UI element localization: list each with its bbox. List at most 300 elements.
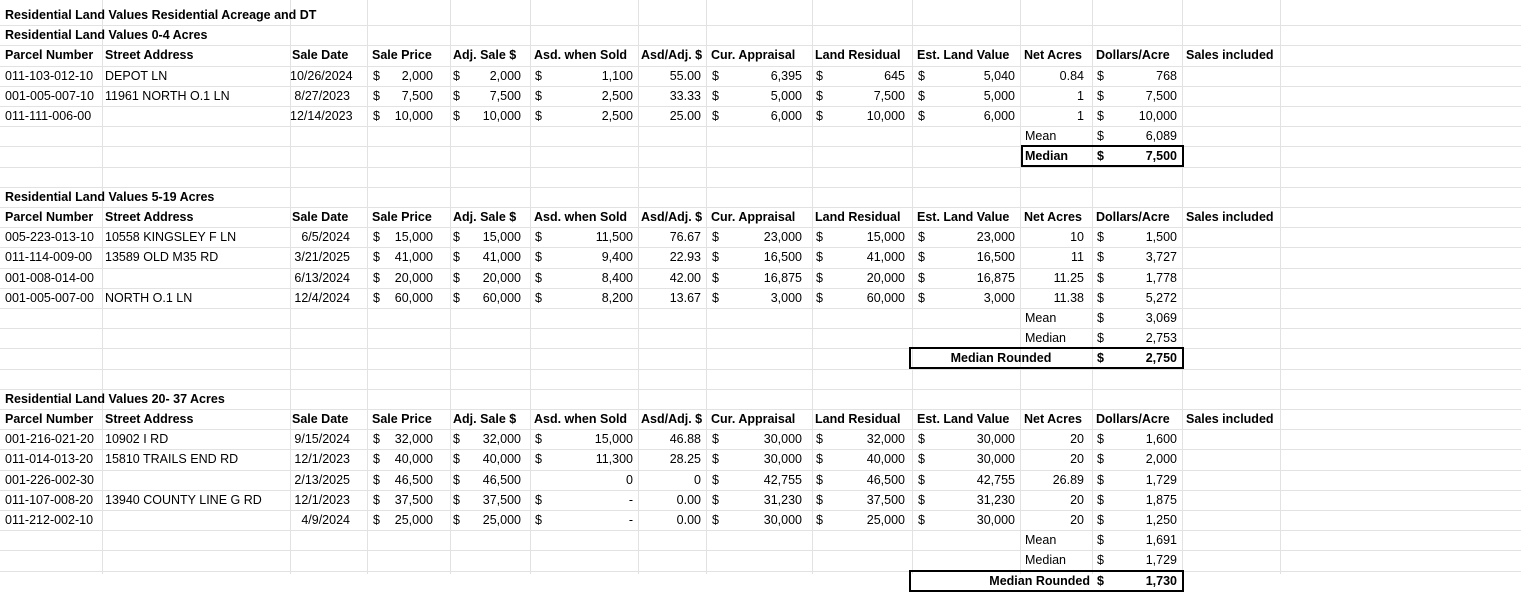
- median-label[interactable]: Median: [1025, 553, 1066, 567]
- est-land-value-currency[interactable]: $: [918, 452, 925, 466]
- net-acres[interactable]: 20: [1070, 513, 1084, 527]
- land-residual-currency[interactable]: $: [816, 109, 823, 123]
- land-residual-currency[interactable]: $: [816, 250, 823, 264]
- dollars-per-acre-currency[interactable]: $: [1097, 230, 1104, 244]
- sale-price-currency[interactable]: $: [373, 250, 380, 264]
- land-residual-currency[interactable]: $: [816, 493, 823, 507]
- dollars-per-acre[interactable]: 3,727: [1145, 250, 1177, 264]
- sale-date[interactable]: 8/27/2023: [294, 89, 350, 103]
- assessed-when-sold-currency[interactable]: $: [535, 109, 542, 123]
- dollars-per-acre[interactable]: 1,729: [1145, 473, 1177, 487]
- parcel-number[interactable]: 001-216-021-20: [5, 432, 94, 446]
- column-header[interactable]: Asd. when Sold: [534, 48, 628, 62]
- column-header[interactable]: Sale Date: [292, 412, 349, 426]
- est-land-value-currency[interactable]: $: [918, 271, 925, 285]
- column-header[interactable]: Asd/Adj. $: [641, 210, 703, 224]
- adj-sale[interactable]: 15,000: [482, 230, 521, 244]
- est-land-value[interactable]: 30,000: [976, 452, 1015, 466]
- assessed-when-sold-currency[interactable]: $: [535, 452, 542, 466]
- asd-adj-ratio[interactable]: 0: [694, 473, 701, 487]
- sale-price[interactable]: 7,500: [401, 89, 433, 103]
- dollars-per-acre[interactable]: 1,600: [1145, 432, 1177, 446]
- column-header[interactable]: Adj. Sale $: [453, 48, 517, 62]
- assessed-when-sold-currency[interactable]: $: [535, 493, 542, 507]
- assessed-when-sold-currency[interactable]: $: [535, 250, 542, 264]
- street-address[interactable]: 15810 TRAILS END RD: [105, 452, 239, 466]
- net-acres[interactable]: 11.25: [1053, 271, 1084, 285]
- sale-date[interactable]: 6/5/2024: [301, 230, 350, 244]
- parcel-number[interactable]: 011-212-002-10: [5, 513, 94, 527]
- current-appraisal-currency[interactable]: $: [712, 271, 719, 285]
- dollars-per-acre[interactable]: 1,778: [1145, 271, 1177, 285]
- dollars-per-acre-currency[interactable]: $: [1097, 452, 1104, 466]
- current-appraisal-currency[interactable]: $: [712, 452, 719, 466]
- est-land-value[interactable]: 5,040: [983, 69, 1015, 83]
- dollars-per-acre[interactable]: 7,500: [1145, 89, 1177, 103]
- dollars-per-acre-currency[interactable]: $: [1097, 493, 1104, 507]
- current-appraisal-currency[interactable]: $: [712, 250, 719, 264]
- sale-price-currency[interactable]: $: [373, 89, 380, 103]
- net-acres[interactable]: 11.38: [1053, 291, 1084, 305]
- assessed-when-sold[interactable]: 2,500: [601, 89, 633, 103]
- sale-price[interactable]: 20,000: [394, 271, 433, 285]
- asd-adj-ratio[interactable]: 46.88: [669, 432, 701, 446]
- dollars-per-acre-currency[interactable]: $: [1097, 89, 1104, 103]
- current-appraisal-currency[interactable]: $: [712, 513, 719, 527]
- column-header[interactable]: Est. Land Value: [917, 48, 1010, 62]
- column-header[interactable]: Net Acres: [1024, 412, 1082, 426]
- adj-sale-currency[interactable]: $: [453, 452, 460, 466]
- row-gridline: [0, 369, 1521, 370]
- current-appraisal-currency[interactable]: $: [712, 473, 719, 487]
- dollars-per-acre-currency[interactable]: $: [1097, 432, 1104, 446]
- land-residual-currency[interactable]: $: [816, 230, 823, 244]
- adj-sale-currency[interactable]: $: [453, 291, 460, 305]
- land-residual-currency[interactable]: $: [816, 291, 823, 305]
- median-rounded-value[interactable]: 2,750: [1145, 351, 1177, 365]
- row-gridline: [0, 348, 1521, 349]
- sale-price[interactable]: 2,000: [401, 69, 433, 83]
- sale-price[interactable]: 37,500: [394, 493, 433, 507]
- current-appraisal[interactable]: 6,000: [770, 109, 802, 123]
- column-header[interactable]: Parcel Number: [5, 210, 94, 224]
- dollars-per-acre[interactable]: 1,250: [1145, 513, 1177, 527]
- current-appraisal-currency[interactable]: $: [712, 230, 719, 244]
- sale-price-currency[interactable]: $: [373, 493, 380, 507]
- column-header[interactable]: Sale Price: [372, 48, 432, 62]
- column-header[interactable]: Cur. Appraisal: [711, 412, 796, 426]
- parcel-number[interactable]: 001-226-002-30: [5, 473, 94, 487]
- asd-adj-ratio[interactable]: 28.25: [669, 452, 701, 466]
- current-appraisal[interactable]: 30,000: [763, 452, 802, 466]
- land-residual[interactable]: 25,000: [866, 513, 905, 527]
- column-header[interactable]: Land Residual: [815, 412, 901, 426]
- current-appraisal-currency[interactable]: $: [712, 69, 719, 83]
- net-acres[interactable]: 20: [1070, 493, 1084, 507]
- sale-price[interactable]: 10,000: [394, 109, 433, 123]
- adj-sale[interactable]: 10,000: [482, 109, 521, 123]
- land-residual[interactable]: 15,000: [866, 230, 905, 244]
- land-residual-currency[interactable]: $: [816, 432, 823, 446]
- assessed-when-sold-currency[interactable]: $: [535, 89, 542, 103]
- asd-adj-ratio[interactable]: 25.00: [669, 109, 701, 123]
- street-address[interactable]: [105, 470, 290, 490]
- section-title[interactable]: Residential Land Values 0-4 Acres: [5, 28, 208, 42]
- column-header[interactable]: Parcel Number: [5, 48, 94, 62]
- est-land-value-currency[interactable]: $: [918, 230, 925, 244]
- median-rounded-currency[interactable]: $: [1097, 351, 1104, 365]
- column-header[interactable]: Street Address: [105, 210, 194, 224]
- sale-date[interactable]: 9/15/2024: [294, 432, 350, 446]
- column-header[interactable]: Adj. Sale $: [453, 412, 517, 426]
- asd-adj-ratio[interactable]: 0.00: [676, 493, 701, 507]
- column-header[interactable]: Asd. when Sold: [534, 210, 628, 224]
- median-rounded-box: [909, 570, 1184, 592]
- section-title[interactable]: Residential Land Values 5-19 Acres: [5, 190, 215, 204]
- est-land-value[interactable]: 30,000: [976, 513, 1015, 527]
- land-residual[interactable]: 41,000: [866, 250, 905, 264]
- assessed-when-sold-currency[interactable]: $: [535, 69, 542, 83]
- mean-currency[interactable]: $: [1097, 129, 1104, 143]
- net-acres[interactable]: 1: [1077, 109, 1084, 123]
- column-header[interactable]: Sales included: [1186, 210, 1274, 224]
- sale-price-currency[interactable]: $: [373, 109, 380, 123]
- est-land-value-currency[interactable]: $: [918, 89, 925, 103]
- current-appraisal[interactable]: 42,755: [763, 473, 802, 487]
- assessed-when-sold[interactable]: 8,400: [601, 271, 633, 285]
- sale-price[interactable]: 32,000: [394, 432, 433, 446]
- est-land-value-currency[interactable]: $: [918, 513, 925, 527]
- column-header[interactable]: Cur. Appraisal: [711, 48, 796, 62]
- street-address[interactable]: 13589 OLD M35 RD: [105, 250, 219, 264]
- dollars-per-acre[interactable]: 1,875: [1145, 493, 1177, 507]
- street-address[interactable]: [105, 510, 290, 530]
- column-header[interactable]: Asd/Adj. $: [641, 412, 703, 426]
- dollars-per-acre-currency[interactable]: $: [1097, 513, 1104, 527]
- assessed-when-sold[interactable]: 9,400: [601, 250, 633, 264]
- street-address[interactable]: 10558 KINGSLEY F LN: [105, 230, 237, 244]
- asd-adj-ratio[interactable]: 0.00: [676, 513, 701, 527]
- adj-sale-currency[interactable]: $: [453, 513, 460, 527]
- column-header[interactable]: Asd. when Sold: [534, 412, 628, 426]
- column-header[interactable]: Sale Date: [292, 48, 349, 62]
- column-header[interactable]: Adj. Sale $: [453, 210, 517, 224]
- net-acres[interactable]: 26.89: [1052, 473, 1084, 487]
- parcel-number[interactable]: 005-223-013-10: [5, 230, 94, 244]
- current-appraisal-currency[interactable]: $: [712, 291, 719, 305]
- street-address[interactable]: [105, 268, 290, 288]
- section-title[interactable]: Residential Land Values 20- 37 Acres: [5, 392, 225, 406]
- net-acres[interactable]: 20: [1070, 432, 1084, 446]
- current-appraisal-currency[interactable]: $: [712, 89, 719, 103]
- current-appraisal[interactable]: 30,000: [763, 513, 802, 527]
- row-gridline: [0, 167, 1521, 168]
- assessed-when-sold-currency[interactable]: $: [535, 513, 542, 527]
- land-residual[interactable]: 20,000: [866, 271, 905, 285]
- median-rounded-label[interactable]: Median Rounded: [989, 574, 1090, 588]
- adj-sale[interactable]: 25,000: [482, 513, 521, 527]
- parcel-number[interactable]: 001-005-007-00: [5, 291, 94, 305]
- dollars-per-acre[interactable]: 1,500: [1145, 230, 1177, 244]
- adj-sale-currency[interactable]: $: [453, 493, 460, 507]
- asd-adj-ratio[interactable]: 42.00: [669, 271, 701, 285]
- median-rounded-value[interactable]: 1,730: [1145, 574, 1177, 588]
- current-appraisal[interactable]: 30,000: [763, 432, 802, 446]
- est-land-value[interactable]: 31,230: [976, 493, 1015, 507]
- current-appraisal[interactable]: 3,000: [770, 291, 802, 305]
- sale-price-currency[interactable]: $: [373, 230, 380, 244]
- column-header[interactable]: Asd/Adj. $: [641, 48, 703, 62]
- assessed-when-sold[interactable]: 11,500: [595, 230, 633, 244]
- adj-sale[interactable]: 40,000: [482, 452, 521, 466]
- column-header[interactable]: Sale Price: [372, 412, 432, 426]
- median-label[interactable]: Median: [1025, 149, 1069, 163]
- dollars-per-acre[interactable]: 10,000: [1138, 109, 1177, 123]
- column-header[interactable]: Street Address: [105, 48, 194, 62]
- column-header[interactable]: Land Residual: [815, 48, 901, 62]
- land-residual-currency[interactable]: $: [816, 452, 823, 466]
- net-acres[interactable]: 11: [1071, 250, 1084, 264]
- asd-adj-ratio[interactable]: 13.67: [669, 291, 701, 305]
- asd-adj-ratio[interactable]: 33.33: [669, 89, 701, 103]
- row-gridline: [0, 328, 1521, 329]
- sale-date[interactable]: 2/13/2025: [294, 473, 350, 487]
- est-land-value[interactable]: 3,000: [983, 291, 1015, 305]
- current-appraisal-currency[interactable]: $: [712, 493, 719, 507]
- adj-sale[interactable]: 2,000: [489, 69, 521, 83]
- column-header[interactable]: Cur. Appraisal: [711, 210, 796, 224]
- current-appraisal[interactable]: 23,000: [763, 230, 802, 244]
- adj-sale-currency[interactable]: $: [453, 230, 460, 244]
- adj-sale-currency[interactable]: $: [453, 250, 460, 264]
- est-land-value-currency[interactable]: $: [918, 250, 925, 264]
- column-header[interactable]: Net Acres: [1024, 48, 1082, 62]
- street-address[interactable]: NORTH O.1 LN: [105, 291, 193, 305]
- est-land-value[interactable]: 16,500: [976, 250, 1015, 264]
- est-land-value-currency[interactable]: $: [918, 109, 925, 123]
- column-header[interactable]: Dollars/Acre: [1096, 412, 1170, 426]
- column-header[interactable]: Est. Land Value: [917, 412, 1010, 426]
- assessed-when-sold-currency[interactable]: [535, 470, 549, 490]
- net-acres[interactable]: 10: [1070, 230, 1084, 244]
- column-header[interactable]: Est. Land Value: [917, 210, 1010, 224]
- median-value[interactable]: 1,729: [1145, 553, 1177, 567]
- adj-sale[interactable]: 60,000: [482, 291, 521, 305]
- column-header[interactable]: Dollars/Acre: [1096, 48, 1170, 62]
- sale-date[interactable]: 12/14/2023: [290, 109, 353, 123]
- land-residual-currency[interactable]: $: [816, 271, 823, 285]
- parcel-number[interactable]: 011-111-006-00: [5, 109, 92, 123]
- street-address[interactable]: 11961 NORTH O.1 LN: [105, 89, 230, 103]
- assessed-when-sold-currency[interactable]: $: [535, 432, 542, 446]
- sale-date[interactable]: 10/26/2024: [290, 69, 353, 83]
- land-residual[interactable]: 645: [884, 69, 905, 83]
- land-residual[interactable]: 7,500: [873, 89, 905, 103]
- current-appraisal[interactable]: 6,395: [770, 69, 802, 83]
- street-address[interactable]: DEPOT LN: [105, 69, 168, 83]
- adj-sale[interactable]: 37,500: [482, 493, 521, 507]
- assessed-when-sold[interactable]: 1,100: [601, 69, 633, 83]
- est-land-value[interactable]: 16,875: [976, 271, 1015, 285]
- current-appraisal-currency[interactable]: $: [712, 109, 719, 123]
- adj-sale-currency[interactable]: $: [453, 89, 460, 103]
- est-land-value[interactable]: 42,755: [976, 473, 1015, 487]
- land-residual[interactable]: 10,000: [866, 109, 905, 123]
- parcel-number[interactable]: 011-114-009-00: [5, 250, 93, 264]
- sale-price-currency[interactable]: $: [373, 291, 380, 305]
- median-rounded-label[interactable]: Median Rounded: [950, 351, 1052, 365]
- land-residual-currency[interactable]: $: [816, 69, 823, 83]
- assessed-when-sold[interactable]: 0: [626, 473, 633, 487]
- est-land-value-currency[interactable]: $: [918, 291, 925, 305]
- sale-price[interactable]: 15,000: [394, 230, 433, 244]
- column-header[interactable]: Street Address: [105, 412, 194, 426]
- sale-price[interactable]: 41,000: [394, 250, 433, 264]
- parcel-number[interactable]: 011-107-008-20: [5, 493, 94, 507]
- land-residual-currency[interactable]: $: [816, 89, 823, 103]
- column-header[interactable]: Sales included: [1186, 48, 1274, 62]
- current-appraisal[interactable]: 16,500: [763, 250, 802, 264]
- median-rounded-currency[interactable]: $: [1097, 574, 1104, 588]
- est-land-value[interactable]: 23,000: [976, 230, 1015, 244]
- sale-date[interactable]: 6/13/2024: [294, 271, 350, 285]
- dollars-per-acre-currency[interactable]: $: [1097, 109, 1104, 123]
- sale-price-currency[interactable]: $: [373, 271, 380, 285]
- mean-label[interactable]: Mean: [1025, 533, 1057, 547]
- sale-price-currency[interactable]: $: [373, 432, 380, 446]
- street-address[interactable]: [105, 106, 290, 126]
- median-value[interactable]: 7,500: [1145, 149, 1177, 163]
- adj-sale[interactable]: 46,500: [482, 473, 521, 487]
- sale-date[interactable]: 4/9/2024: [301, 513, 350, 527]
- mean-value[interactable]: 3,069: [1145, 311, 1177, 325]
- assessed-when-sold-currency[interactable]: $: [535, 271, 542, 285]
- column-header[interactable]: Dollars/Acre: [1096, 210, 1170, 224]
- mean-currency[interactable]: $: [1097, 533, 1104, 547]
- assessed-when-sold[interactable]: 15,000: [594, 432, 633, 446]
- current-appraisal[interactable]: 16,875: [763, 271, 802, 285]
- est-land-value-currency[interactable]: $: [918, 432, 925, 446]
- median-value[interactable]: 2,753: [1145, 331, 1177, 345]
- land-residual[interactable]: 40,000: [866, 452, 905, 466]
- current-appraisal-currency[interactable]: $: [712, 432, 719, 446]
- column-header[interactable]: Land Residual: [815, 210, 901, 224]
- assessed-when-sold[interactable]: -: [628, 513, 633, 527]
- mean-value[interactable]: 6,089: [1145, 129, 1177, 143]
- land-residual[interactable]: 46,500: [866, 473, 905, 487]
- dollars-per-acre[interactable]: 5,272: [1145, 291, 1177, 305]
- column-header[interactable]: Parcel Number: [5, 412, 94, 426]
- sale-price[interactable]: 25,000: [394, 513, 433, 527]
- adj-sale-currency[interactable]: $: [453, 109, 460, 123]
- sale-date[interactable]: 12/1/2023: [294, 452, 350, 466]
- land-residual[interactable]: 32,000: [866, 432, 905, 446]
- assessed-when-sold[interactable]: 2,500: [601, 109, 633, 123]
- column-header[interactable]: Sale Price: [372, 210, 432, 224]
- street-address[interactable]: 10902 I RD: [105, 432, 169, 446]
- assessed-when-sold[interactable]: -: [628, 493, 633, 507]
- mean-value[interactable]: 1,691: [1145, 533, 1177, 547]
- street-address[interactable]: 13940 COUNTY LINE G RD: [105, 493, 262, 507]
- dollars-per-acre-currency[interactable]: $: [1097, 291, 1104, 305]
- current-appraisal[interactable]: 31,230: [763, 493, 802, 507]
- mean-currency[interactable]: $: [1097, 311, 1104, 325]
- sheet-title[interactable]: Residential Land Values Residential Acreage and DT: [5, 8, 317, 22]
- column-header[interactable]: Net Acres: [1024, 210, 1082, 224]
- adj-sale-currency[interactable]: $: [453, 432, 460, 446]
- net-acres[interactable]: 20: [1070, 452, 1084, 466]
- sale-price-currency[interactable]: $: [373, 452, 380, 466]
- sale-price-currency[interactable]: $: [373, 69, 380, 83]
- sale-price-currency[interactable]: $: [373, 513, 380, 527]
- adj-sale-currency[interactable]: $: [453, 69, 460, 83]
- land-residual[interactable]: 37,500: [866, 493, 905, 507]
- median-currency[interactable]: $: [1097, 149, 1104, 163]
- land-residual[interactable]: 60,000: [866, 291, 905, 305]
- median-label[interactable]: Median: [1025, 331, 1066, 345]
- median-currency[interactable]: $: [1097, 331, 1104, 345]
- assessed-when-sold[interactable]: 8,200: [601, 291, 633, 305]
- parcel-number[interactable]: 011-014-013-20: [5, 452, 94, 466]
- sale-date[interactable]: 3/21/2025: [294, 250, 350, 264]
- adj-sale-currency[interactable]: $: [453, 473, 460, 487]
- parcel-number[interactable]: 011-103-012-10: [5, 69, 94, 83]
- land-residual-currency[interactable]: $: [816, 513, 823, 527]
- asd-adj-ratio[interactable]: 76.67: [669, 230, 701, 244]
- dollars-per-acre-currency[interactable]: $: [1097, 250, 1104, 264]
- assessed-when-sold-currency[interactable]: $: [535, 291, 542, 305]
- parcel-number[interactable]: 001-005-007-10: [5, 89, 94, 103]
- sale-price[interactable]: 40,000: [394, 452, 433, 466]
- adj-sale[interactable]: 20,000: [482, 271, 521, 285]
- sale-price[interactable]: 46,500: [394, 473, 433, 487]
- mean-label[interactable]: Mean: [1025, 129, 1057, 143]
- est-land-value-currency[interactable]: $: [918, 493, 925, 507]
- est-land-value[interactable]: 5,000: [983, 89, 1015, 103]
- est-land-value-currency[interactable]: $: [918, 473, 925, 487]
- mean-label[interactable]: Mean: [1025, 311, 1057, 325]
- adj-sale[interactable]: 41,000: [482, 250, 521, 264]
- land-residual-currency[interactable]: $: [816, 473, 823, 487]
- adj-sale-currency[interactable]: $: [453, 271, 460, 285]
- est-land-value-currency[interactable]: $: [918, 69, 925, 83]
- asd-adj-ratio[interactable]: 22.93: [669, 250, 701, 264]
- dollars-per-acre-currency[interactable]: $: [1097, 69, 1104, 83]
- sale-date[interactable]: 12/1/2023: [294, 493, 350, 507]
- median-currency[interactable]: $: [1097, 553, 1104, 567]
- dollars-per-acre[interactable]: 2,000: [1145, 452, 1177, 466]
- sale-price-currency[interactable]: $: [373, 473, 380, 487]
- dollars-per-acre-currency[interactable]: $: [1097, 271, 1104, 285]
- parcel-number[interactable]: 001-008-014-00: [5, 271, 94, 285]
- assessed-when-sold[interactable]: 11,300: [595, 452, 633, 466]
- net-acres[interactable]: 1: [1077, 89, 1084, 103]
- adj-sale[interactable]: 32,000: [482, 432, 521, 446]
- column-header[interactable]: Sales included: [1186, 412, 1274, 426]
- assessed-when-sold-currency[interactable]: $: [535, 230, 542, 244]
- dollars-per-acre-currency[interactable]: $: [1097, 473, 1104, 487]
- column-header[interactable]: Sale Date: [292, 210, 349, 224]
- asd-adj-ratio[interactable]: 55.00: [669, 69, 701, 83]
- sale-price[interactable]: 60,000: [394, 291, 433, 305]
- dollars-per-acre[interactable]: 768: [1156, 69, 1177, 83]
- net-acres[interactable]: 0.84: [1059, 69, 1084, 83]
- adj-sale[interactable]: 7,500: [489, 89, 521, 103]
- est-land-value[interactable]: 6,000: [983, 109, 1015, 123]
- sale-date[interactable]: 12/4/2024: [294, 291, 350, 305]
- est-land-value[interactable]: 30,000: [976, 432, 1015, 446]
- current-appraisal[interactable]: 5,000: [770, 89, 802, 103]
